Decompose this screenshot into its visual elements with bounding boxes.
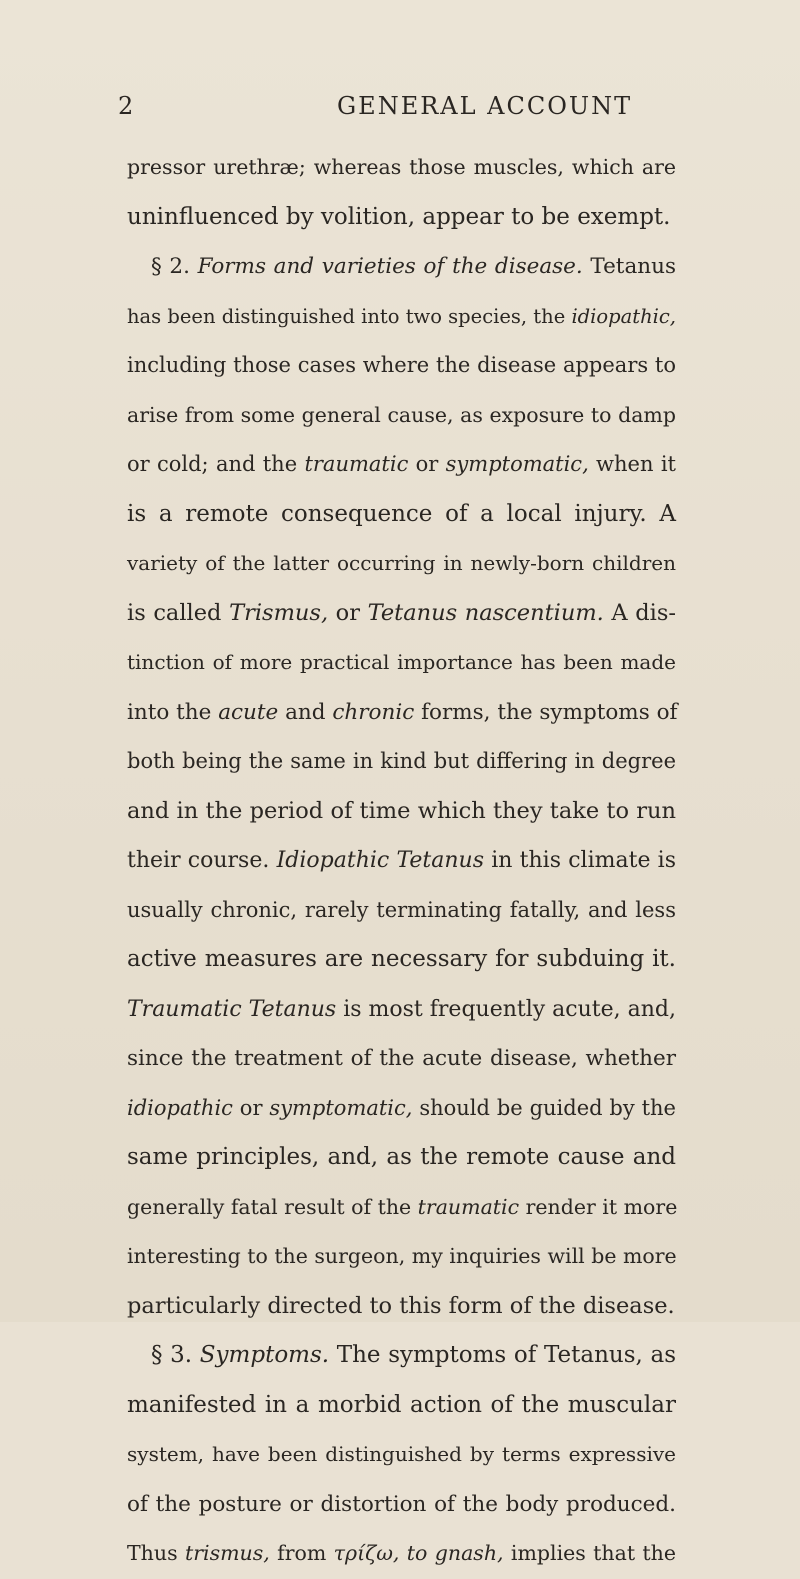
text-line-21: same principles, and, as the remote cause and (127, 1144, 676, 1170)
page-header (0, 92, 800, 126)
text-line-6: arise from some general cause, as exposure to damp (127, 402, 676, 427)
text-line-24: particularly directed to this form of the disease. (127, 1292, 675, 1319)
text-line-13: both being the same in kind but differing in degree (127, 749, 676, 773)
text-line-2: uninfluenced by volition, appear to be exempt. (127, 203, 671, 230)
text-line-23: interesting to the surgeon, my inquiries will be more (127, 1244, 677, 1268)
text-line-12: into the acute and chronic forms, the symptoms of (127, 699, 678, 725)
text-line-27: system, have been distinguished by terms expressive (127, 1442, 676, 1466)
text-line-9: variety of the latter occurring in newly-born children (127, 551, 676, 575)
text-line-1: pressor urethræ; whereas those muscles, which are (127, 155, 676, 179)
body-text (127, 143, 676, 1579)
running-head: GENERAL ACCOUNT (337, 92, 633, 120)
text-line-14: and in the period of time which they take to run (127, 797, 676, 824)
text-line-28: of the posture or distortion of the body produced. (127, 1491, 676, 1517)
text-line-25: § 3. Symptoms. The symptoms of Tetanus, as (151, 1342, 676, 1368)
text-line-4: has been distinguished into two species, the idiopathic, (127, 304, 676, 328)
text-line-15: their course. Idiopathic Tetanus in this climate is (127, 848, 677, 873)
text-line-20: idiopathic or symptomatic, should be guided by the (127, 1095, 676, 1120)
text-line-3: § 2. Forms and varieties of the disease. Tetanus (151, 254, 676, 279)
text-line-10: is called Trismus, or Tetanus nascentium. A dis- (127, 599, 676, 626)
text-line-29: Thus trismus, from τρίζω, to gnash, implies that the (127, 1541, 676, 1565)
text-line-11: tinction of more practical importance has been made (127, 650, 676, 674)
text-line-26: manifested in a morbid action of the muscular (127, 1391, 676, 1418)
text-line-8: is a remote consequence of a local injury. A (127, 500, 676, 527)
text-line-16: usually chronic, rarely terminating fatally, and less (127, 897, 676, 922)
text-line-5: including those cases where the disease appears to (127, 353, 676, 377)
page-number: 2 (118, 92, 135, 120)
text-line-7: or cold; and the traumatic or symptomatic, when it (127, 452, 676, 476)
text-line-17: active measures are necessary for subduing it. (127, 946, 676, 972)
text-line-18: Traumatic Tetanus is most frequently acute, and, (127, 996, 676, 1022)
text-line-22: generally fatal result of the traumatic render it more (127, 1194, 678, 1219)
text-line-19: since the treatment of the acute disease, whether (127, 1046, 676, 1071)
